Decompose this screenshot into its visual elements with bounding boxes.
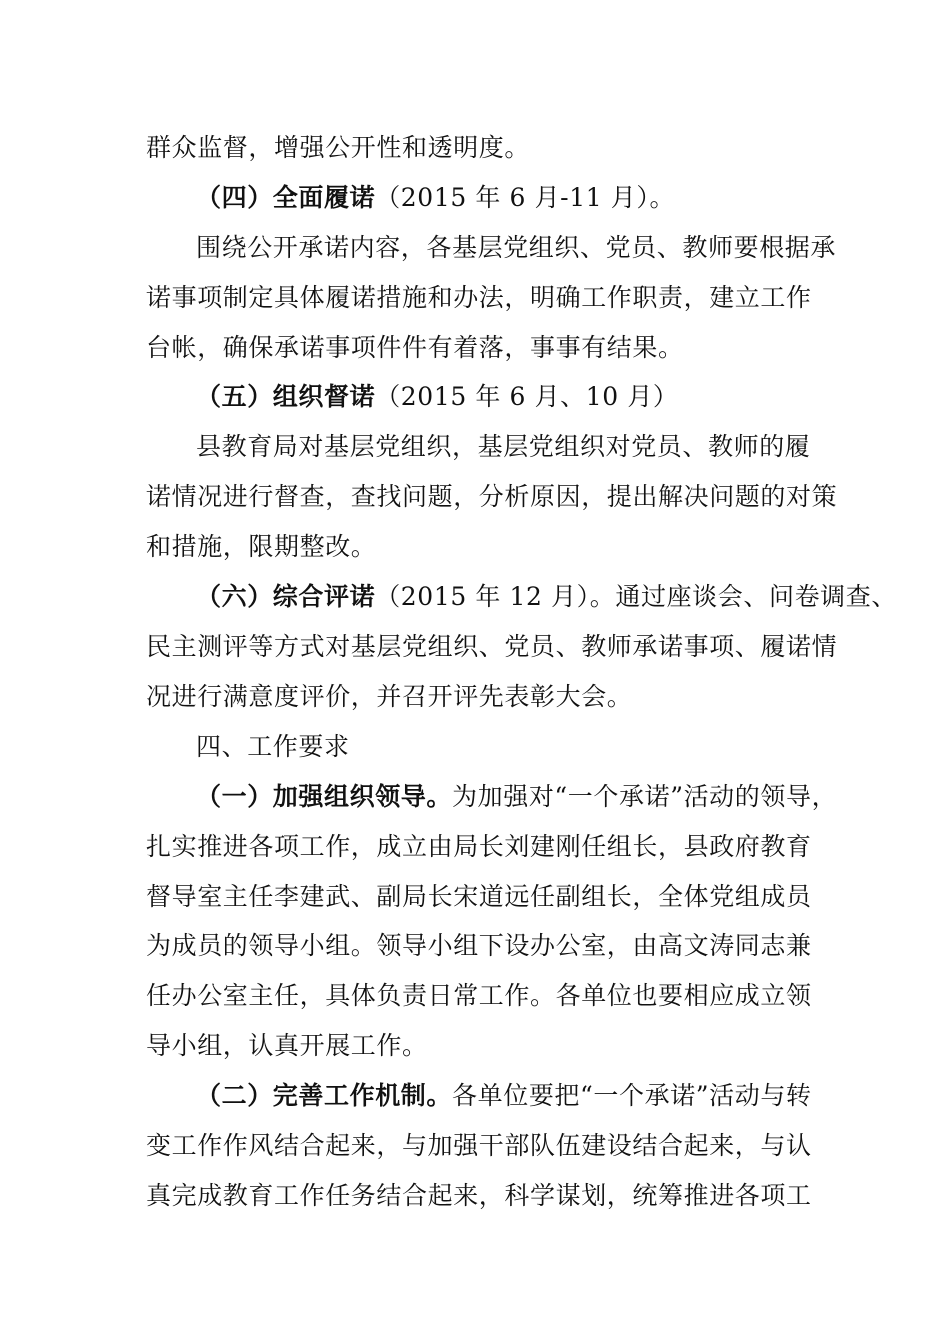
line-text: 各单位要把“一个承诺”活动与转 [452, 1081, 812, 1110]
line-text: 和措施，限期整改。 [146, 532, 377, 561]
line-text: （2015 年 6 月、10 月） [375, 382, 679, 411]
line-text: 诺情况进行督查，查找问题，分析原因，提出解决问题的对策 [146, 482, 838, 511]
line-text: 督导室主任李建武、副局长宋道远任副组长，全体党组成员 [146, 882, 812, 911]
paragraph-line [146, 630, 837, 664]
paragraph-line [146, 1029, 428, 1063]
paragraph-line [146, 480, 837, 514]
line-text: 民主测评等方式对基层党组织、党员、教师承诺事项、履诺情 [146, 632, 838, 661]
section-heading-line [196, 380, 679, 414]
paragraph-line [146, 281, 812, 315]
line-text: 扎实推进各项工作，成立由局长刘建刚任组长，县政府教育 [146, 832, 812, 861]
paragraph-line [196, 430, 810, 464]
line-text: 导小组，认真开展工作。 [146, 1031, 428, 1060]
section-heading-line [196, 1079, 812, 1113]
line-text: 况进行满意度评价，并召开评先表彰大会。 [146, 682, 633, 711]
paragraph-line [146, 830, 812, 864]
paragraph-line [146, 680, 632, 714]
chapter-heading-line [196, 730, 350, 764]
line-text: 群众监督，增强公开性和透明度。 [146, 133, 531, 162]
line-text: （2015 年 12 月）。通过座谈会、问卷调查、 [375, 582, 897, 611]
paragraph-line [146, 979, 812, 1013]
paragraph-line [146, 1129, 812, 1163]
line-text: 为成员的领导小组。领导小组下设办公室，由高文涛同志兼 [146, 931, 812, 960]
line-text: （2015 年 6 月-11 月）。 [375, 183, 676, 212]
section-heading: （二）完善工作机制。 [196, 1081, 453, 1110]
line-text: 为加强对“一个承诺”活动的领导， [452, 782, 838, 811]
line-text: 围绕公开承诺内容，各基层党组织、党员、教师要根据承 [196, 233, 837, 262]
paragraph-line [146, 880, 812, 914]
chapter-heading: 四、工作要求 [196, 732, 350, 761]
section-heading: （四）全面履诺 [196, 183, 376, 212]
section-heading: （一）加强组织领导。 [196, 782, 453, 811]
line-text: 任办公室主任，具体负责日常工作。各单位也要相应成立领 [146, 981, 812, 1010]
paragraph-line [196, 231, 836, 265]
paragraph-line [146, 530, 376, 564]
paragraph-line [146, 929, 812, 963]
line-text: 县教育局对基层党组织，基层党组织对党员、教师的履 [196, 432, 811, 461]
line-text: 真完成教育工作任务结合起来，科学谋划，统筹推进各项工 [146, 1181, 812, 1210]
paragraph-line [146, 331, 684, 365]
line-text: 诺事项制定具体履诺措施和办法，明确工作职责，建立工作 [146, 283, 812, 312]
section-heading-line [196, 580, 897, 614]
section-heading-line [196, 181, 675, 215]
paragraph-line [146, 1179, 812, 1213]
paragraph-line [146, 131, 530, 165]
section-heading: （五）组织督诺 [196, 382, 376, 411]
section-heading-line [196, 780, 837, 814]
line-text: 变工作作风结合起来，与加强干部队伍建设结合起来，与认 [146, 1131, 812, 1160]
section-heading: （六）综合评诺 [196, 582, 376, 611]
line-text: 台帐，确保承诺事项件件有着落，事事有结果。 [146, 333, 684, 362]
